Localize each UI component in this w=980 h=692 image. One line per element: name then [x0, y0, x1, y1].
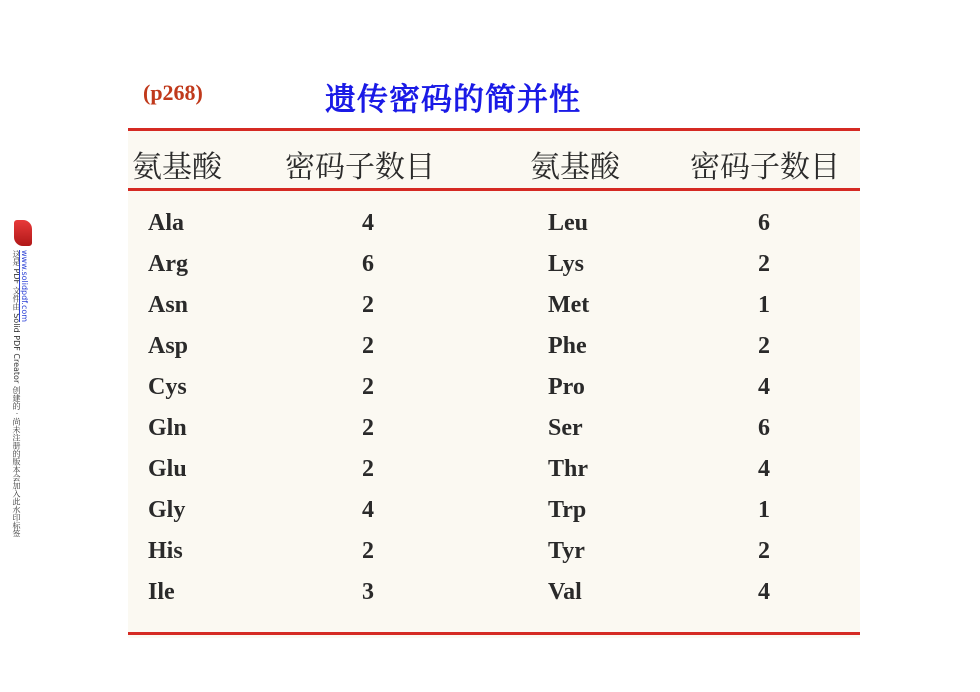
- table-bottom-rule: [128, 632, 860, 635]
- codon-count-left: 2: [362, 456, 374, 482]
- header-amino-acid-left: 氨基酸: [132, 150, 222, 185]
- amino-acid-left: Gly: [148, 497, 186, 523]
- amino-acid-left: Asn: [148, 292, 189, 318]
- codon-count-left: 2: [362, 292, 374, 318]
- amino-acid-right: Tyr: [548, 538, 585, 564]
- watermark-logo-icon: [14, 220, 32, 246]
- amino-acid-right: Thr: [548, 456, 589, 482]
- codon-count-right: 1: [758, 292, 770, 318]
- amino-acid-right: Lys: [548, 251, 585, 277]
- header-codon-count-right: 密码子数目: [690, 150, 840, 185]
- amino-acid-right: Val: [548, 579, 582, 605]
- codon-count-left: 4: [362, 210, 374, 236]
- amino-acid-left: Ala: [148, 210, 184, 236]
- amino-acid-left: Gln: [148, 415, 187, 441]
- header-amino-acid-right: 氨基酸: [530, 150, 620, 185]
- codon-count-right: 6: [758, 210, 770, 236]
- table-header-rule: [128, 188, 860, 191]
- amino-acid-left: Ile: [148, 579, 175, 605]
- amino-acid-left: Glu: [148, 456, 187, 482]
- amino-acid-right: Pro: [548, 374, 585, 400]
- codon-count-left: 2: [362, 538, 374, 564]
- watermark-text: 这是 PDF 文件由 Solid PDF Creator 创建的 · 尚未注册的版本会加入此水印标签: [12, 250, 21, 538]
- amino-acid-left: His: [148, 538, 183, 564]
- watermark-link[interactable]: www.solidpdf.com: [20, 250, 29, 323]
- codon-count-left: 2: [362, 415, 374, 441]
- amino-acid-left: Asp: [148, 333, 189, 359]
- codon-count-right: 2: [758, 333, 770, 359]
- codon-count-left: 4: [362, 497, 374, 523]
- codon-count-right: 4: [758, 456, 770, 482]
- amino-acid-right: Phe: [548, 333, 587, 359]
- table-top-rule: [128, 128, 860, 131]
- codon-count-left: 6: [362, 251, 374, 277]
- codon-count-right: 1: [758, 497, 770, 523]
- amino-acid-left: Cys: [148, 374, 187, 400]
- codon-count-left: 3: [362, 579, 374, 605]
- codon-count-right: 4: [758, 579, 770, 605]
- codon-count-right: 4: [758, 374, 770, 400]
- codon-count-right: 2: [758, 538, 770, 564]
- page-reference: (p268): [143, 80, 203, 105]
- amino-acid-right: Leu: [548, 210, 589, 236]
- amino-acid-right: Trp: [548, 497, 587, 523]
- codon-count-right: 2: [758, 251, 770, 277]
- codon-count-left: 2: [362, 333, 374, 359]
- slide-title: 遗传密码的简并性: [325, 82, 581, 118]
- amino-acid-left: Arg: [148, 251, 188, 277]
- header-codon-count-left: 密码子数目: [285, 150, 435, 185]
- codon-count-right: 6: [758, 415, 770, 441]
- amino-acid-right: Ser: [548, 415, 583, 441]
- amino-acid-right: Met: [548, 292, 590, 318]
- codon-count-left: 2: [362, 374, 374, 400]
